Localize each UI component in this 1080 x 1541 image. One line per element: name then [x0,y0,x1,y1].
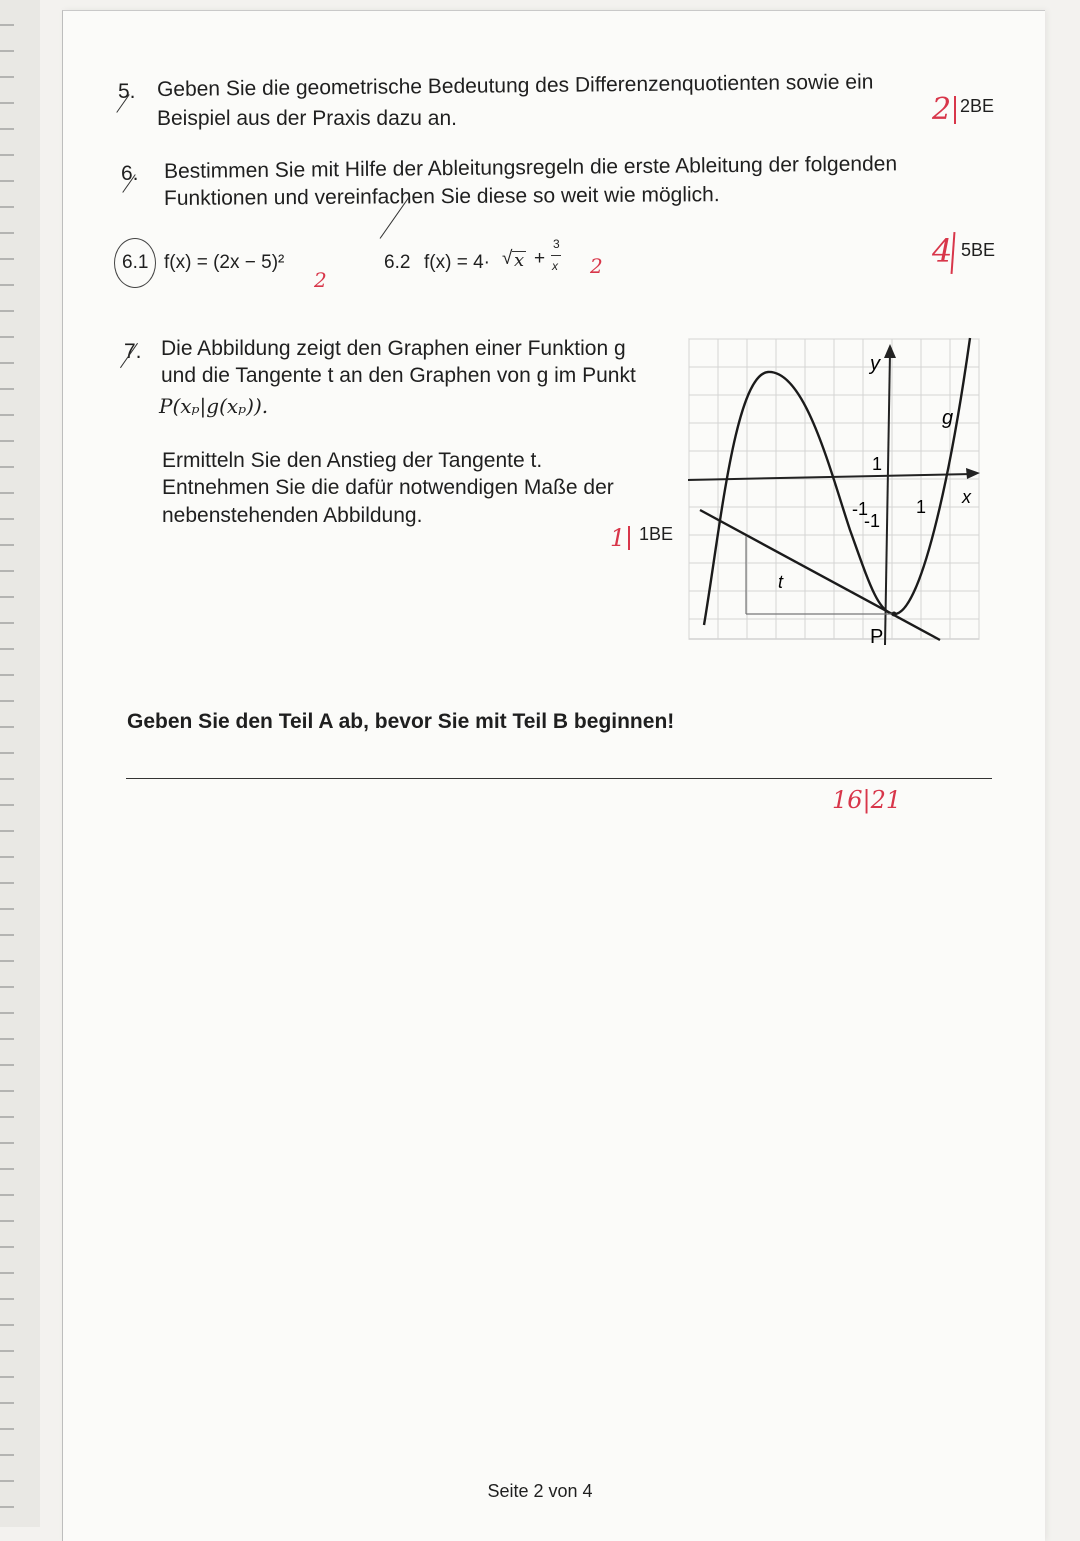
q7-score-divider [628,526,630,550]
q5-line-2: Beispiel aus der Praxis dazu an. [157,107,457,130]
tick-y-1: 1 [872,454,883,474]
q6-line-1: Bestimmen Sie mit Hilfe der Ableitungsregeln die erste Ableitung der folgenden [163,152,898,183]
notebook-ticks [0,0,14,1527]
curve-g-label: g [942,407,954,429]
q7-number: 7. [124,340,142,363]
q6-2-plus: + [534,248,546,269]
q5-line-1: Geben Sie die geometrische Bedeutung des Differenzenquotienten sowie ein [156,70,874,101]
q7-line-1: Die Abbildung zeigt den Graphen einer Funktion g [161,337,626,360]
tangent-t [700,510,940,640]
total-score: 16|21 [832,786,902,814]
y-axis [885,352,890,645]
q6-2-sqrt-symbol: √ [502,248,513,269]
q6-line-2: Funktionen und vereinfachen Sie diese so weit wie möglich. [163,183,720,210]
point-p [892,612,897,617]
q6-points: 5BE [961,240,996,260]
q7-line-3: P(xₚ|g(xₚ)). [159,394,269,418]
q6-2-radicand: x [514,250,525,271]
q6-1-formula: f(x) = (2x − 5)² [164,252,285,273]
tick-x-neg-1: -1 [852,499,869,519]
q6-2-formula: f(x) = 4· [424,252,490,273]
q7-line-6: nebenstehenden Abbildung. [162,504,423,527]
q6-2-frac-numerator: 3 [553,237,560,251]
q6-2-frac-bar [551,255,561,256]
q7-line-4: Ermitteln Sie den Anstieg der Tangente t. [162,449,543,472]
y-axis-arrow [884,344,896,358]
q5-number: 5. [118,80,136,103]
q7-line-5: Entnehmen Sie die dafür notwendigen Maße der [162,476,614,499]
notice-text: Geben Sie den Teil A ab, bevor Sie mit Teil B beginnen! [127,710,675,733]
y-axis-label: y [870,353,880,375]
q7-score: 1 [610,524,626,552]
x-axis-label: x [962,487,971,507]
q5-points: 2BE [960,96,995,116]
q6-2-label: 6.2 [384,252,411,273]
function-graph [680,330,990,650]
curve-g [704,338,970,625]
q6-1-score: 2 [314,268,327,292]
q6-number: 6. [121,162,139,185]
tick-y-neg-1: -1 [864,511,881,531]
q5-score-divider [954,96,956,124]
q6-1-label: 6.1 [122,252,149,273]
q7-line-2: und die Tangente t an den Graphen von g im Punkt [161,364,636,387]
point-p-label: P [870,626,884,648]
x-axis-arrow [966,468,980,479]
tangent-t-label: t [778,572,784,592]
q6-2-score: 2 [590,254,603,278]
divider-line [126,778,992,779]
q5-score: 2 [932,92,952,127]
q6-score: 4 [932,232,953,270]
page-footer: Seite 2 von 4 [487,1481,593,1501]
tick-x-1: 1 [916,497,927,517]
q7-points: 1BE [639,524,674,544]
q6-2-frac-denominator: x [552,259,558,273]
